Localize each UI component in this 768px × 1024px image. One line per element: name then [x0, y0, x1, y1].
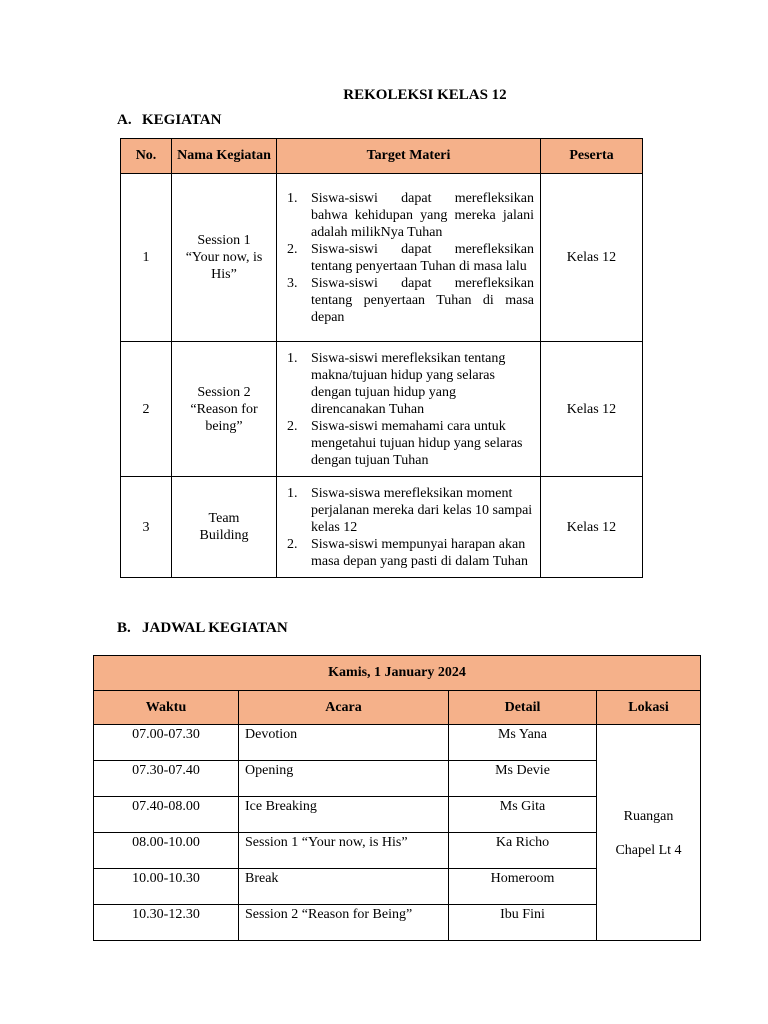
- cell-waktu: 10.00-10.30: [94, 869, 239, 905]
- lokasi-line: Chapel Lt 4: [615, 842, 682, 858]
- list-number: 1.: [287, 350, 298, 366]
- cell-acara: Opening: [239, 761, 449, 797]
- list-item: [277, 485, 534, 536]
- header-nama-kegiatan: Nama Kegiatan: [172, 139, 277, 174]
- cell-waktu: 07.30-07.40: [94, 761, 239, 797]
- cell-detail: Ibu Fini: [449, 905, 597, 941]
- jadwal-table: [93, 655, 701, 941]
- materi-list: [277, 485, 534, 570]
- cell-waktu: 07.40-08.00: [94, 797, 239, 833]
- header-target-materi: Target Materi: [277, 139, 541, 174]
- nama-line: “Reason for being”: [190, 401, 258, 434]
- cell-peserta: Kelas 12: [541, 174, 643, 342]
- materi-list: [277, 350, 534, 469]
- cell-target-materi: [277, 342, 541, 477]
- nama-line: Building: [199, 528, 249, 543]
- cell-waktu: 08.00-10.00: [94, 833, 239, 869]
- nama-line: Session 2: [197, 384, 251, 400]
- schedule-date: Kamis, 1 January 2024: [94, 656, 701, 691]
- cell-no: 3: [121, 477, 172, 578]
- cell-acara: Break: [239, 869, 449, 905]
- cell-acara: Session 1 “Your now, is His”: [239, 833, 449, 869]
- cell-waktu: 10.30-12.30: [94, 905, 239, 941]
- cell-detail: Ms Gita: [449, 797, 597, 833]
- list-item: [277, 190, 534, 241]
- list-number: 2.: [287, 241, 298, 257]
- list-text: Siswa-siswa merefleksikan moment perjalanan mereka dari kelas 10 sampai kelas 12: [311, 485, 533, 535]
- header-waktu: Waktu: [94, 691, 239, 725]
- list-number: 3.: [287, 275, 298, 291]
- cell-nama-kegiatan: [172, 342, 277, 477]
- section-b-label: JADWAL KEGIATAN: [142, 620, 288, 636]
- cell-no: 2: [121, 342, 172, 477]
- list-text: Siswa-siswi dapat merefleksikan tentang penyertaan Tuhan di masa lalu: [311, 241, 534, 274]
- date-row: [94, 656, 701, 691]
- cell-peserta: Kelas 12: [541, 477, 643, 578]
- cell-peserta: Kelas 12: [541, 342, 643, 477]
- cell-acara: Session 2 “Reason for Being”: [239, 905, 449, 941]
- list-item: [277, 350, 534, 418]
- list-item: [277, 275, 534, 326]
- nama-line: “Your now, is His”: [185, 250, 263, 282]
- list-number: 1.: [287, 485, 298, 501]
- table-header-row: [121, 139, 643, 174]
- cell-detail: Ka Richo: [449, 833, 597, 869]
- cell-no: 1: [121, 174, 172, 342]
- section-b-heading: [117, 620, 288, 637]
- list-item: [277, 418, 534, 469]
- table-row: [121, 342, 643, 477]
- materi-list: [277, 190, 534, 326]
- nama-line: Session 1: [197, 233, 251, 248]
- header-lokasi: Lokasi: [597, 691, 701, 725]
- section-b-number: B.: [117, 620, 131, 636]
- table-header-row: [94, 691, 701, 725]
- lokasi-line: Ruangan: [623, 808, 674, 824]
- list-text: Siswa-siswi merefleksikan tentang makna/tujuan hidup yang selaras dengan tujuan hidup yang direncanakan Tuhan: [311, 350, 506, 417]
- nama-line: Team: [208, 511, 240, 526]
- cell-target-materi: [277, 174, 541, 342]
- cell-detail: Ms Yana: [449, 725, 597, 761]
- list-item: [277, 241, 534, 275]
- cell-detail: Homeroom: [449, 869, 597, 905]
- list-text: Siswa-siswi dapat merefleksikan tentang penyertaan Tuhan di masa depan: [311, 275, 534, 325]
- section-a-label: KEGIATAN: [142, 112, 222, 128]
- header-acara: Acara: [239, 691, 449, 725]
- cell-detail: Ms Devie: [449, 761, 597, 797]
- cell-target-materi: [277, 477, 541, 578]
- cell-lokasi: [597, 725, 701, 941]
- header-peserta: Peserta: [541, 139, 643, 174]
- cell-nama-kegiatan: [172, 477, 277, 578]
- section-a-heading: [117, 112, 221, 129]
- cell-waktu: 07.00-07.30: [94, 725, 239, 761]
- list-number: 1.: [287, 190, 298, 206]
- list-text: Siswa-siswi memahami cara untuk mengetahui tujuan hidup yang selaras dengan tujuan Tuhan: [311, 418, 523, 468]
- header-detail: Detail: [449, 691, 597, 725]
- kegiatan-table: [120, 138, 643, 578]
- page-title: REKOLEKSI KELAS 12: [343, 87, 507, 103]
- list-text: Siswa-siswi dapat merefleksikan bahwa kehidupan yang mereka jalani adalah milikNya Tuhan: [311, 190, 534, 240]
- table-row: [94, 725, 701, 761]
- list-number: 2.: [287, 418, 298, 434]
- table-row: [121, 174, 643, 342]
- header-no: No.: [121, 139, 172, 174]
- list-number: 2.: [287, 536, 298, 552]
- table-row: [121, 477, 643, 578]
- cell-acara: Devotion: [239, 725, 449, 761]
- cell-nama-kegiatan: [172, 174, 277, 342]
- section-a-number: A.: [117, 112, 132, 128]
- cell-acara: Ice Breaking: [239, 797, 449, 833]
- list-item: [277, 536, 534, 570]
- list-text: Siswa-siswi mempunyai harapan akan masa depan yang pasti di dalam Tuhan: [311, 536, 528, 569]
